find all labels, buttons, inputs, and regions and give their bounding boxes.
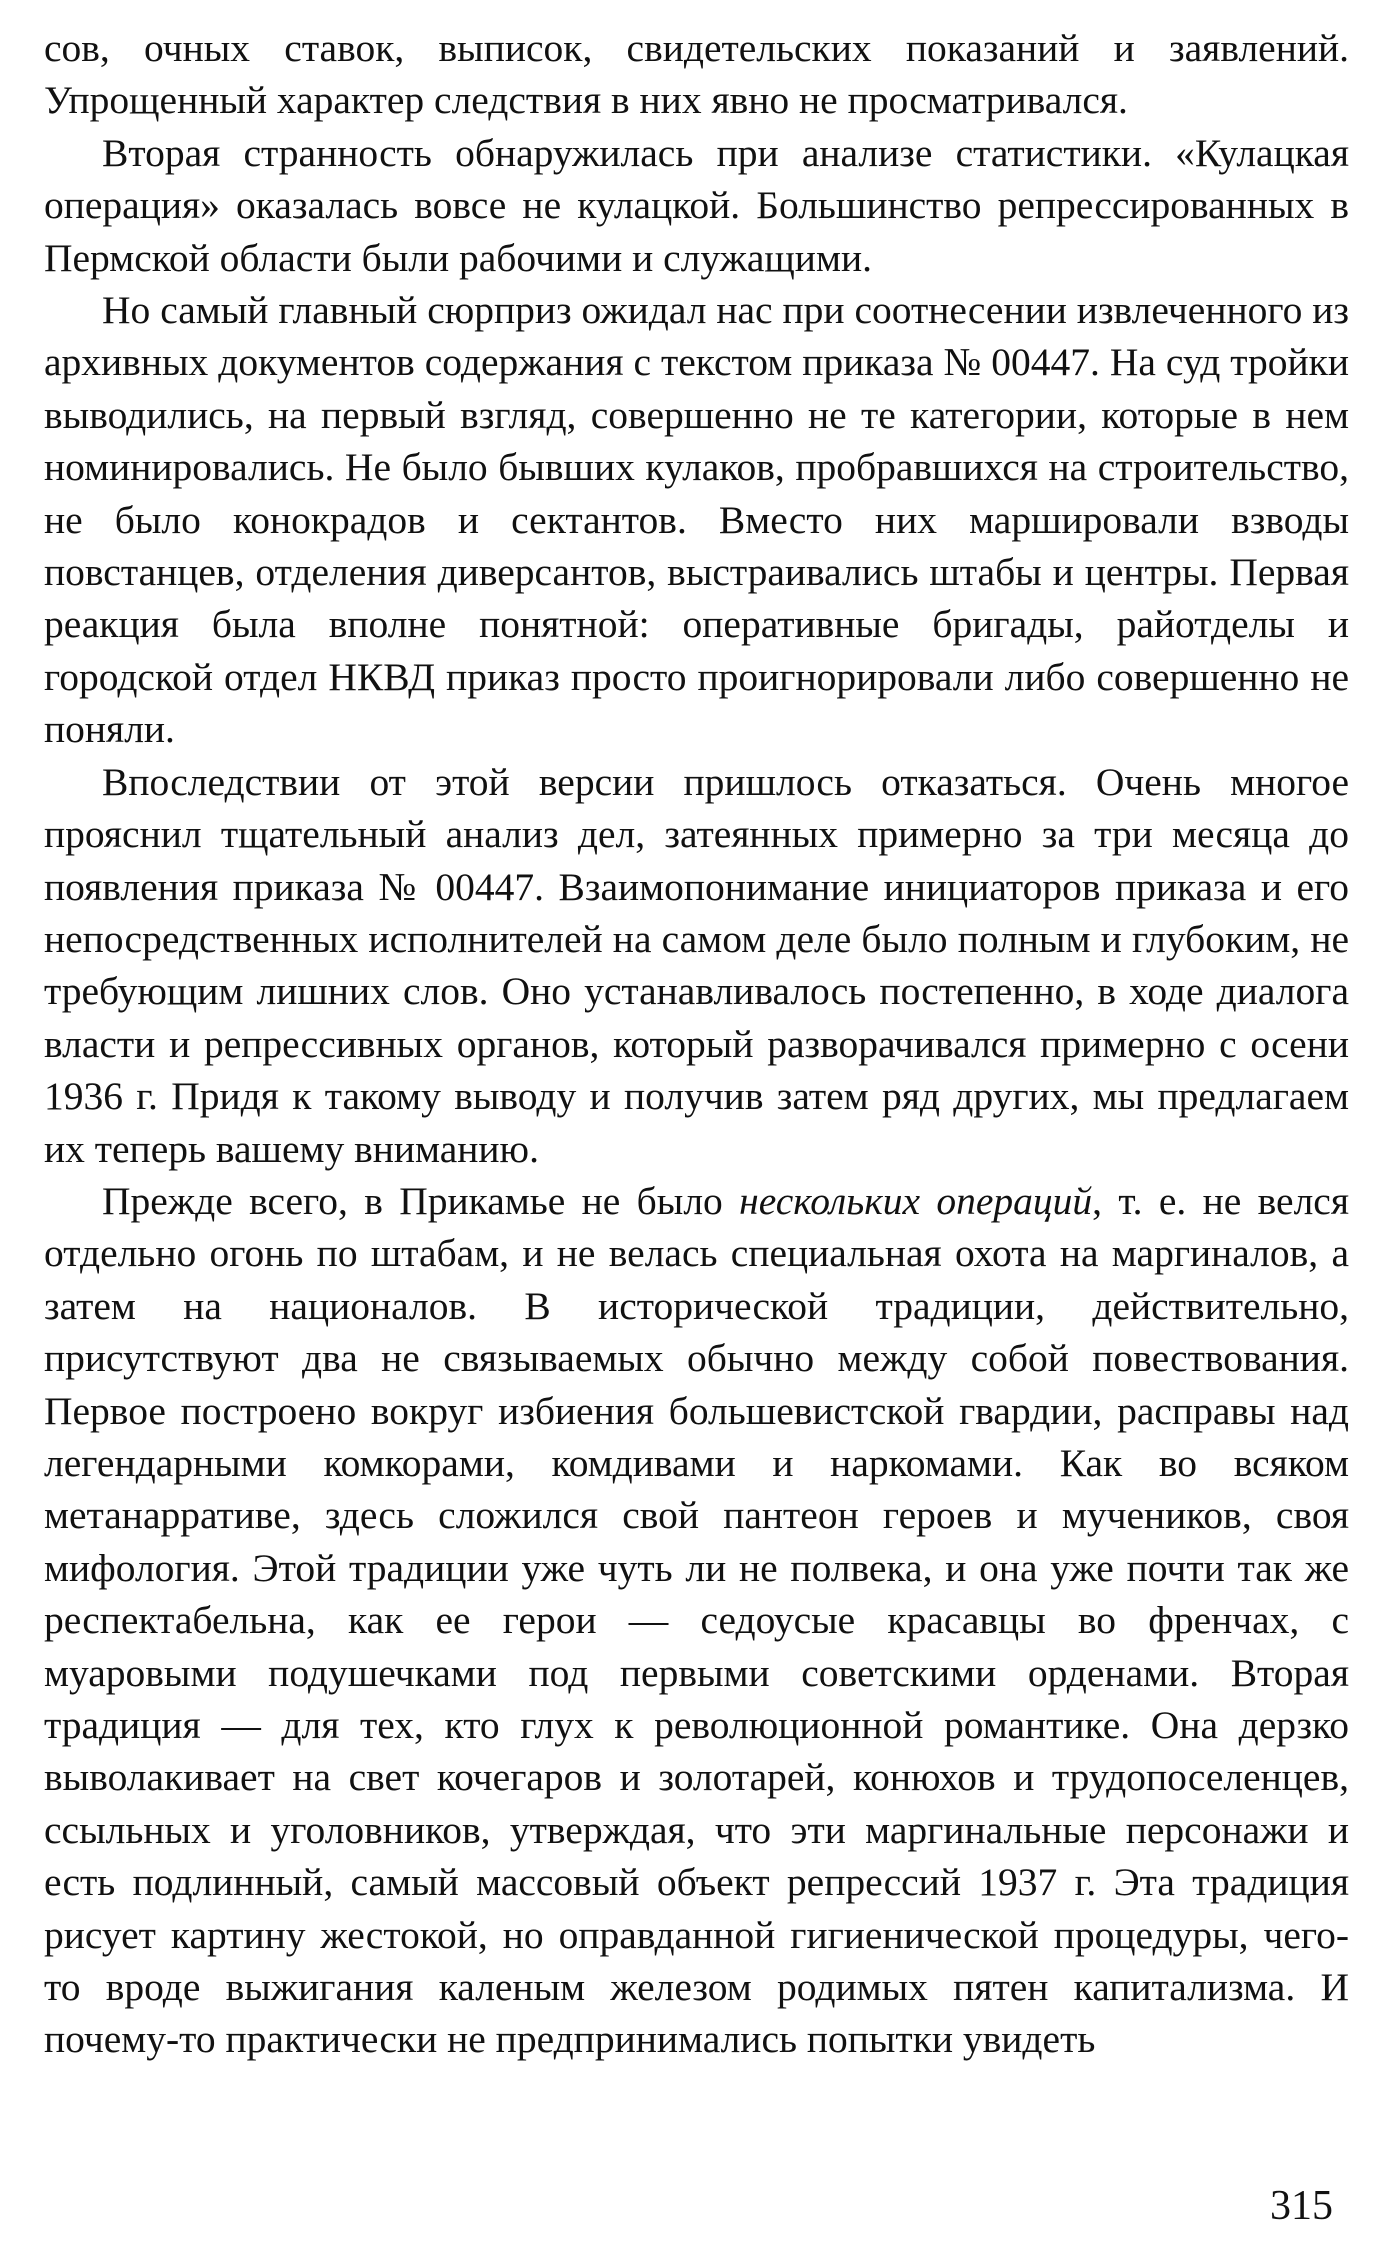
paragraph-5-emphasis: нескольких операций xyxy=(739,1178,1093,1223)
page-body xyxy=(44,22,1349,2066)
paragraph-2: Вторая странность обнаружилась при анализе статистики. «Кулацкая операция» оказалась вовсе не кулацкой. Большинство репрессированных в Пермской области были рабочими и служащими. xyxy=(44,130,1349,280)
paragraph-5-text-after: , т. е. не велся отдельно огонь по штабам, и не велась специальная охота на маргиналов, а затем на националов. В исторической традиции, действительно, присутствуют два не связываемых обычно между собой повествования. Первое построено вокруг избиения большевистской гвардии, расправы над легендарными комкорами, комдивами и наркомами. Как во всяком метанарративе, здесь сложился свой пантеон героев и мучеников, своя мифология. Этой традиции уже чуть ли не полвека, и она уже почти так же респектабельна, как ее герои — седоусые красавцы во френчах, с муаровыми подушечками под первыми советскими орденами. Вторая традиция — для тех, кто глух к революционной романтике. Она дерзко выволакивает на свет кочегаров и золотарей, конюхов и трудопоселенцев, ссыльных и уголовников, утверждая, что эти маргинальные персонажи и есть подлинный, самый массовый объект репрессий 1937 г. Эта традиция рисует картину жестокой, но оправданной гигиенической процедуры, чего-то вроде выжигания каленым железом родимых пятен капитализма. И почему-то практически не предпринимались попытки увидеть xyxy=(44,1178,1349,2062)
paragraph-5-text-before: Прежде всего, в Прикамье не было xyxy=(102,1178,740,1223)
paragraph-4: Впоследствии от этой версии пришлось отказаться. Очень многое прояснил тщательный анализ дел, затеянных примерно за три месяца до появления приказа № 00447. Взаимопонимание инициаторов приказа и его непосредственных исполнителей на самом деле было полным и глубоким, не требующим лишних слов. Оно устанавливалось постепенно, в ходе диалога власти и репрессивных органов, который разворачивался примерно с осени 1936 г. Придя к такому выводу и получив затем ряд других, мы предлагаем их теперь вашему вниманию. xyxy=(44,759,1349,1171)
paragraph-1: сов, очных ставок, выписок, свидетельских показаний и заявлений. Упрощенный характер следствия в них явно не просматривался. xyxy=(44,26,1349,123)
paragraph-3: Но самый главный сюрприз ожидал нас при соотнесении извлеченного из архивных документов содержания с текстом приказа № 00447. На суд тройки выводились, на первый взгляд, совершенно не те категории, которые в нем номинировались. Не было бывших кулаков, пробравшихся на строительство, не было конокрадов и сектантов. Вместо них маршировали взводы повстанцев, отделения диверсантов, выстраивались штабы и центры. Первая реакция была вполне понятной: оперативные бригады, райотделы и городской отдел НКВД приказ просто проигнорировали либо совершенно не поняли. xyxy=(44,288,1349,752)
page-number: 315 xyxy=(1270,2183,1333,2229)
paragraph-5 xyxy=(44,1175,1349,2066)
